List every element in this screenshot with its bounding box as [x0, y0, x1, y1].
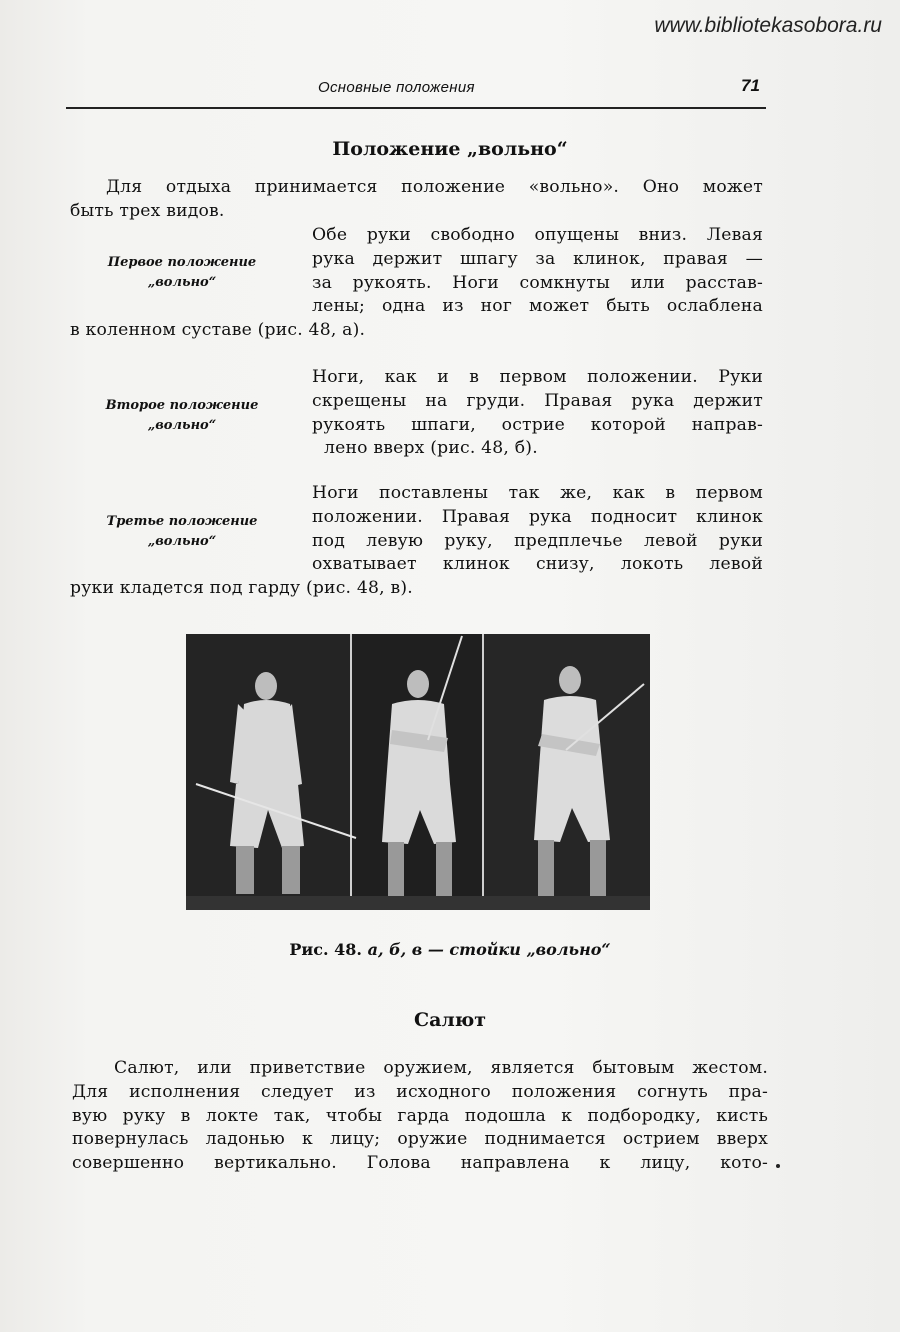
side-label-line: „вольно“: [147, 275, 217, 290]
figure-caption: [0, 940, 900, 959]
text-line: быть трех видов.: [70, 200, 225, 221]
text-line: Ноги поставлены так же, как в первом: [312, 483, 763, 503]
text-line: Для исполнения следует из исходного положения согнуть пра-: [72, 1081, 768, 1102]
text-line: рука держит шпагу за клинок, правая —: [312, 248, 763, 269]
text-line: скрещены на груди. Правая рука держит: [312, 390, 763, 411]
side-label-line: „вольно“: [147, 534, 217, 549]
figure-photo-fencing-stances: [186, 634, 650, 910]
text-line: Ноги, как и в первом положении. Руки: [312, 367, 763, 387]
intro-paragraph: [70, 176, 763, 224]
side-label-second-position: [72, 396, 292, 436]
page-number: 71: [741, 76, 760, 95]
text-line: рукоять шпаги, острие которой направ-: [312, 414, 763, 435]
caption-text: а, б, в — стойки „вольно“: [367, 940, 611, 959]
section-title-volno: Положение „вольно“: [332, 138, 568, 160]
side-label-line: „вольно“: [147, 418, 217, 433]
text-line: под левую руку, предплечье левой руки: [312, 530, 763, 551]
photo-illustration: [186, 634, 650, 910]
site-watermark: www.bibliotekasobora.ru: [654, 14, 882, 37]
ink-speck: [776, 1164, 780, 1168]
text-line: Для отдыха принимается положение «вольно». Оно может: [106, 177, 763, 197]
text-line: лены; одна из ног может быть ослаблена: [312, 296, 763, 317]
text-line: повернулась ладонью к лицу; оружие поднимается острием вверх: [72, 1129, 768, 1150]
text-line: за рукоять. Ноги сомкнуты или расстав-: [312, 272, 763, 293]
side-label-third-position: [72, 512, 292, 552]
first-position-paragraph: [312, 224, 763, 319]
text-line: в коленном суставе (рис. 48, а).: [70, 320, 366, 340]
second-position-paragraph: [312, 366, 763, 461]
salute-paragraph: [72, 1057, 768, 1176]
text-line: лено вверх (рис. 48, б).: [324, 438, 538, 459]
caption-prefix: Рис. 48.: [289, 940, 362, 959]
side-label-first-position: [72, 253, 292, 293]
third-position-paragraph: [312, 482, 763, 577]
text-line: вую руку в локте так, чтобы гарда подошла к подбородку, кисть: [72, 1105, 768, 1126]
text-line: положении. Правая рука подносит клинок: [312, 506, 763, 527]
side-label-line: Третье положение: [106, 514, 258, 529]
first-position-paragraph-tail: [70, 319, 763, 343]
running-head: Основные положения: [318, 79, 475, 96]
text-line: Салют, или приветствие оружием, является бытовым жестом.: [114, 1058, 768, 1078]
text-line: совершенно вертикально. Голова направлена к лицу, кото-: [72, 1153, 768, 1174]
header-rule: [66, 107, 766, 109]
side-label-line: Первое положение: [107, 255, 257, 270]
section-title-salute: Салют: [413, 1009, 487, 1031]
text-line: руки кладется под гарду (рис. 48, в).: [70, 578, 413, 598]
third-position-paragraph-tail: [70, 577, 763, 601]
text-line: охватывает клинок снизу, локоть левой: [312, 554, 763, 575]
text-line: Обе руки свободно опущены вниз. Левая: [312, 225, 763, 245]
side-label-line: Второе положение: [105, 398, 259, 413]
